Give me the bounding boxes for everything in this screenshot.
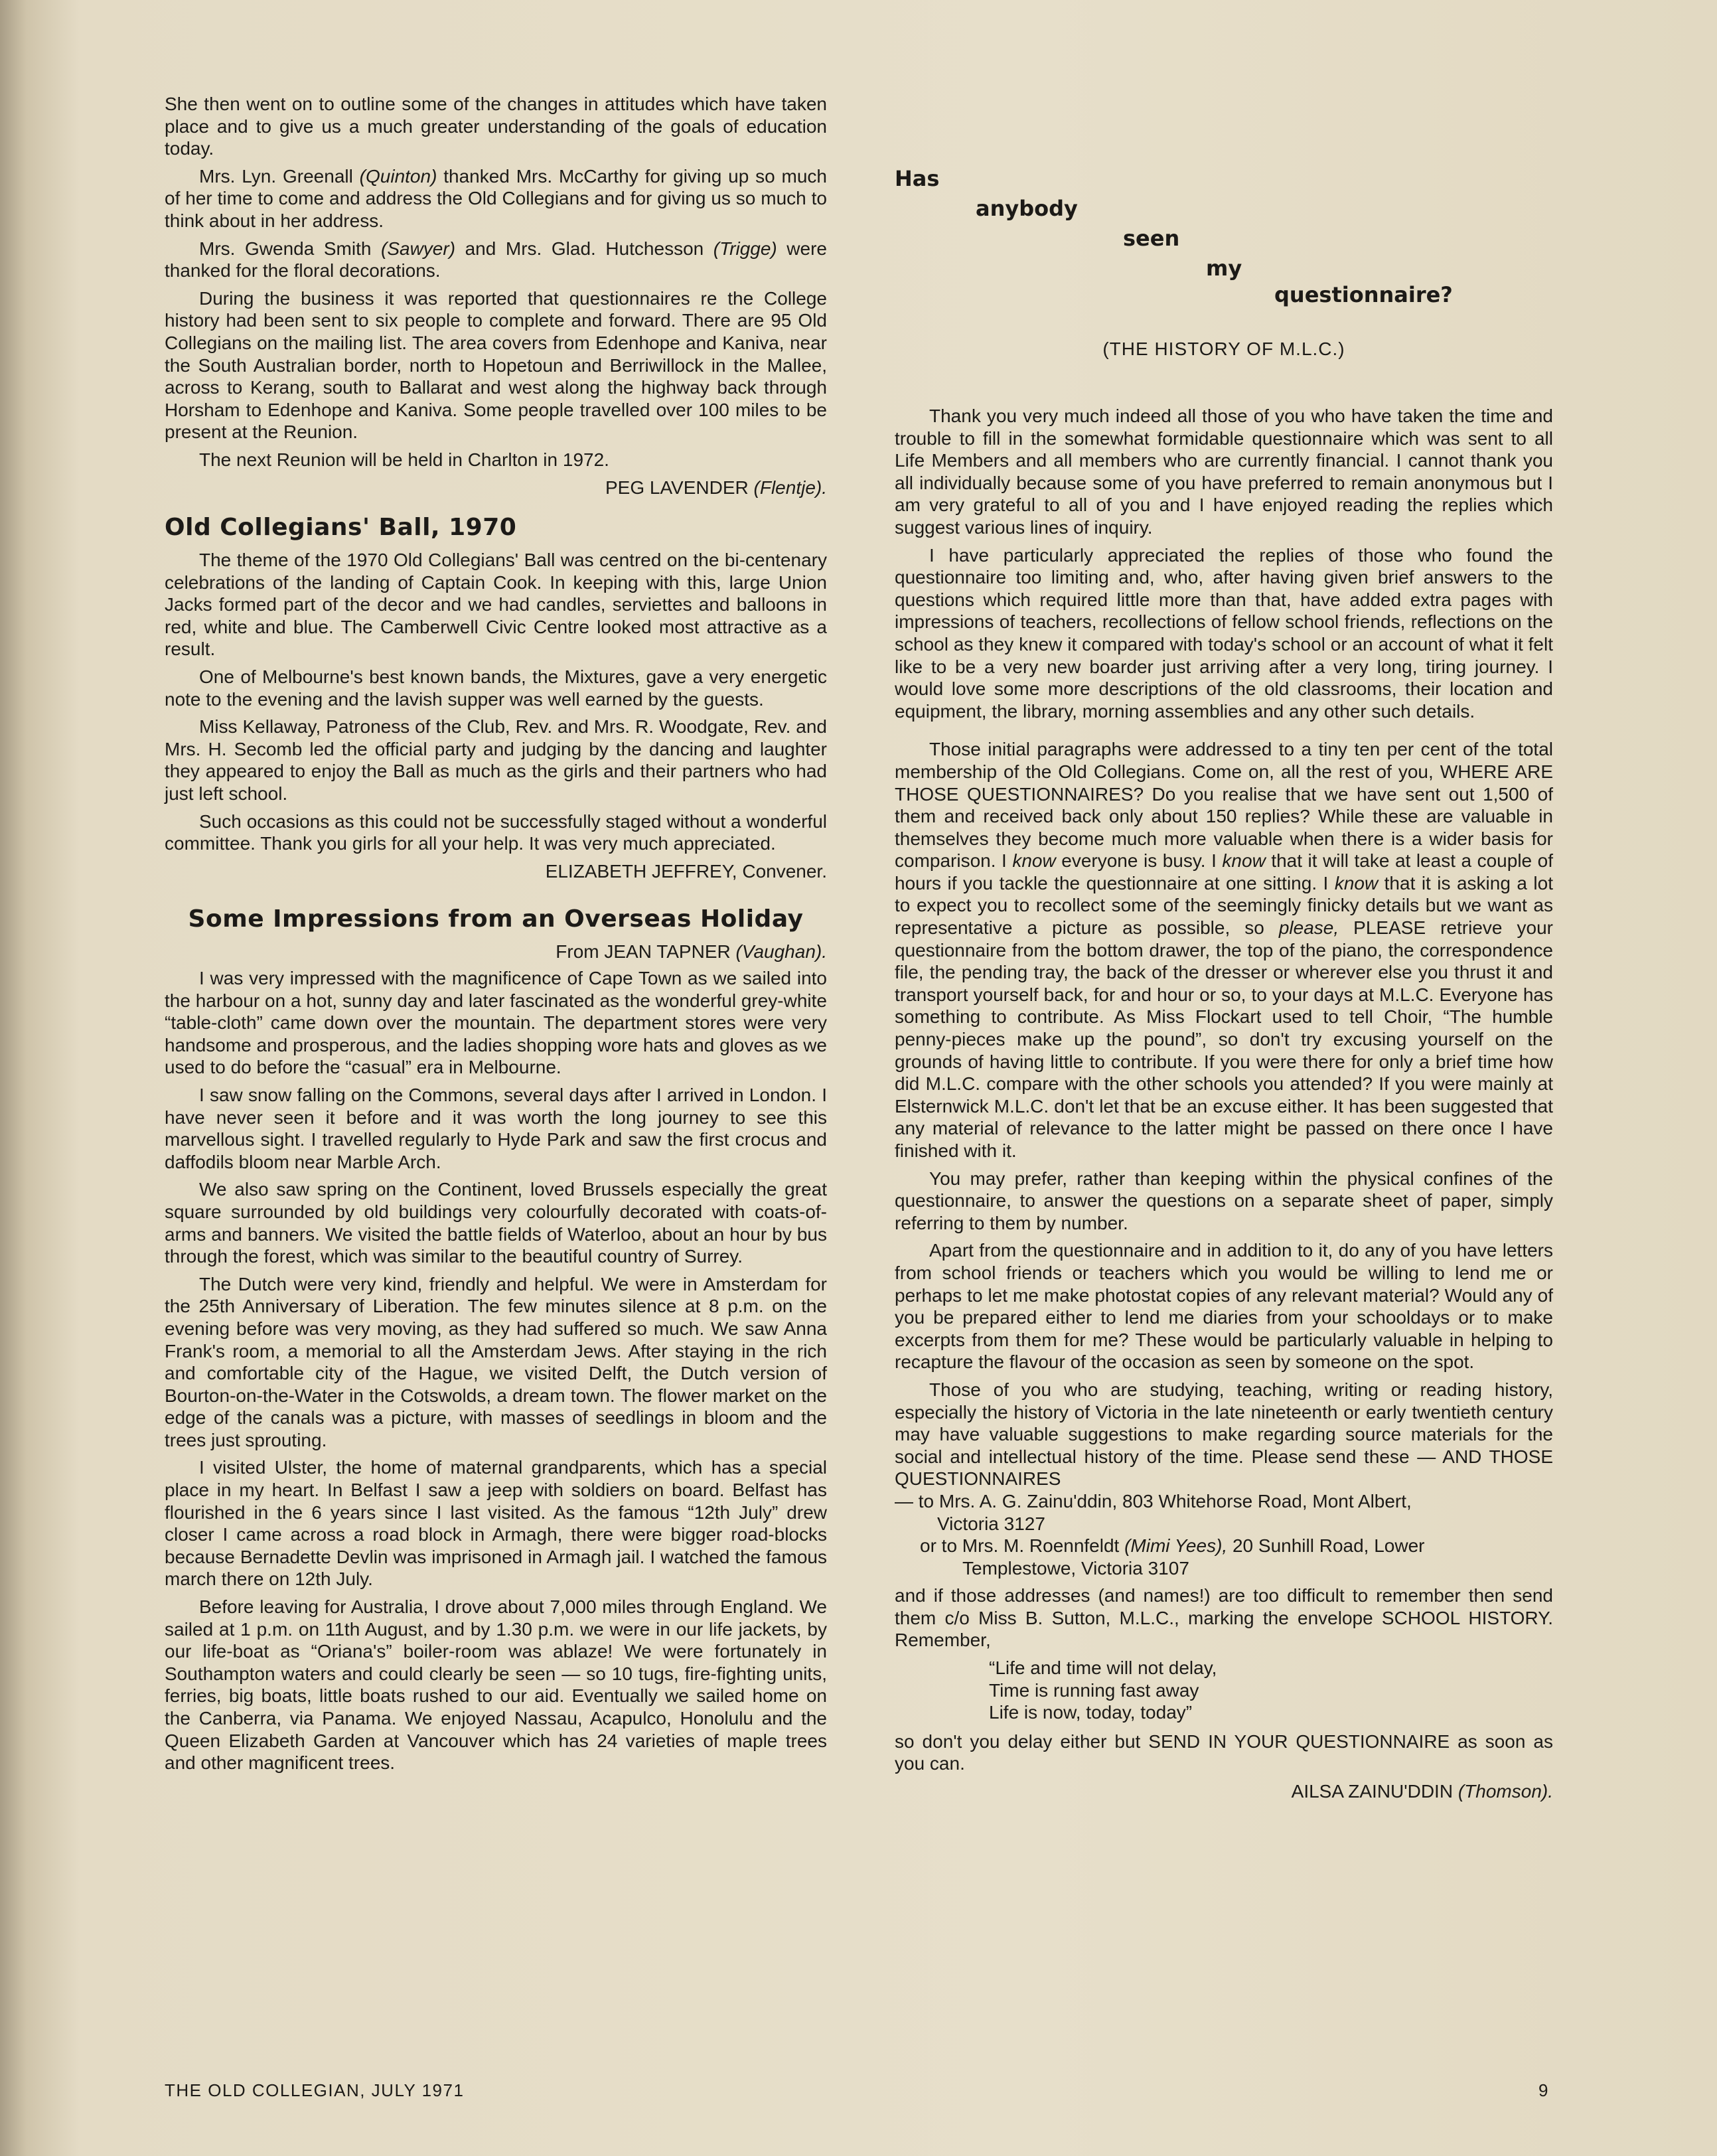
- paragraph: I saw snow falling on the Commons, several days after I arrived in London. I have never seen it before and it was worth the long journey to see this marvellous sight. I travelled regularly to Hyde Park and saw the first crocus and daffodils bloom near Marble Arch.: [165, 1084, 827, 1172]
- paragraph: Miss Kellaway, Patroness of the Club, Rev. and Mrs. R. Woodgate, Rev. and Mrs. H. Secomb led the official party and judging by the dancing and laughter they appeared to enjoy the Ball as much as the girls and their partners who had just left school.: [165, 716, 827, 805]
- paragraph: I visited Ulster, the home of maternal grandparents, which has a special place in my heart. In Belfast I saw a jeep with soldiers on board. Belfast has flourished in the 6 years since I last visited. As the famous “12th July” drew closer I came across a road block in Armagh, there were bigger road-blocks because Bernadette Devlin was imprisoned in Armagh jail. I watched the famous march there on 12th July.: [165, 1457, 827, 1590]
- title-word: questionnaire?: [1274, 282, 1453, 307]
- page-number: 9: [1538, 2080, 1549, 2100]
- poem-line: Life is now, today, today”: [989, 1702, 1193, 1723]
- paragraph: The Dutch were very kind, friendly and helpful. We were in Amsterdam for the 25th Anniversary of Liberation. The few minutes silence at 8 p.m. on the evening before was very moving, as they had suffered so much. We saw Anna Frank's room, a memorial to all the Amsterdam Jews. After staying in the rich and comfortable city of the Hague, we visited Delft, the Dutch version of Bourton-on-the-Water in the Cotswolds, a dream town. The flower market on the edge of the canals was a picture, with masses of seedlings in bloom and the trees just sprouting.: [165, 1273, 827, 1450]
- paragraph: One of Melbourne's best known bands, the Mixtures, gave a very energetic note to the evening and the lavish supper was well earned by the guests.: [165, 666, 827, 710]
- signature: ELIZABETH JEFFREY, Convener.: [545, 860, 827, 882]
- byline: From JEAN TAPNER (Vaughan).: [556, 941, 827, 963]
- title-word: seen: [1123, 226, 1180, 251]
- address: or to Mrs. M. Roennfeldt (Mimi Yees), 20 Sunhill Road, Lower Templestowe, Victoria 3107: [920, 1535, 1425, 1579]
- paragraph: Thank you very much indeed all those of you who have taken the time and trouble to fill in the somewhat formidable questionnaire which was sent to all Life Members and all members who are currently financial. I cannot thank you all individually because some of you have preferred to remain anonymous but I am very grateful to all of you and I have enjoyed reading the replies which suggest various lines of inquiry.: [895, 406, 1553, 538]
- paragraph: Mrs. Lyn. Greenall (Quinton) thanked Mrs. McCarthy for giving up so much of her time to come and address the Old Collegians and for giving us so much to think about in her address.: [165, 165, 827, 231]
- paragraph: so don't you delay either but SEND IN YOUR QUESTIONNAIRE as soon as you can.: [895, 1731, 1553, 1774]
- paragraph: Before leaving for Australia, I drove about 7,000 miles through England. We sailed at 1 p.m. on 11th August, and by 1.30 p.m. we were in our life jackets, by our life-boat as “Oriana's” boiler-room was ablaze! We were fortunately in Southampton waters and could clearly be seen — so 10 tugs, fire-fighting units, ferries, big boats, little boats rushed to our aid. Eventually we sailed home on the Canberra, via Panama. We enjoyed Nassau, Acapulco, Honolulu and the Queen Elizabeth Garden at Vancouver which has 24 varieties of maple trees and other magnificent trees.: [165, 1596, 827, 1774]
- paragraph: and if those addresses (and names!) are too difficult to remember then send them c/o Miss B. Sutton, M.L.C., marking the envelope SCHOOL HISTORY. Remember,: [895, 1585, 1553, 1651]
- section-heading-ball: Old Collegians' Ball, 1970: [165, 514, 517, 542]
- signature: PEG LAVENDER (Flentje).: [605, 477, 827, 498]
- paragraph: The next Reunion will be held in Charlton in 1972.: [199, 449, 609, 470]
- title-word: my: [1206, 256, 1242, 281]
- paragraph: Apart from the questionnaire and in addition to it, do any of you have letters from school friends or teachers which you would be willing to lend me or perhaps to let me make photostat copies of any relevant material? Would any of you be prepared either to lend me diaries from your schooldays or to make excerpts from them for me? These would be particularly valuable in helping to recapture the flavour of the occasion as seen by someone on the spot.: [895, 1240, 1553, 1373]
- paragraph: She then went on to outline some of the changes in attitudes which have taken place and to give us a much greater understanding of the goals of education today.: [165, 94, 827, 159]
- paragraph: Such occasions as this could not be successfully staged without a wonderful committee. Thank you girls for all your help. It was very much appreciated.: [165, 810, 827, 854]
- left-column: [165, 93, 827, 1780]
- poem-line: “Life and time will not delay,: [989, 1657, 1217, 1679]
- paragraph: I have particularly appreciated the replies of those who found the questionnaire too limiting and, who, after having given brief answers to the questions which required little more than that, have added extra pages with impressions of teachers, recollections of fellow school friends, reflections on the school as they knew it compared with today's school or an account of what it felt like to be a very new boarder just arriving after a very long, tiring journey. I would love some more descriptions of the old classrooms, their location and equipment, the library, morning assemblies and any other such details.: [895, 544, 1553, 722]
- paragraph: The theme of the 1970 Old Collegians' Ball was centred on the bi-centenary celebrations of the landing of Captain Cook. In keeping with this, large Union Jacks formed part of the decor and we had candles, serviettes and balloons in red, white and blue. The Camberwell Civic Centre looked most attractive as a result.: [165, 550, 827, 660]
- paragraph: We also saw spring on the Continent, loved Brussels especially the great square surrounded by old buildings very colourfully decorated with coats-of-arms and banners. We visited the battle fields of Waterloo, about an hour by bus through the forest, which was similar to the beautiful country of Surrey.: [165, 1179, 827, 1267]
- paragraph: Mrs. Gwenda Smith (Sawyer) and Mrs. Glad. Hutchesson (Trigge) were thanked for the floral decorations.: [165, 238, 827, 281]
- signature: AILSA ZAINU'DDIN (Thomson).: [1291, 1781, 1553, 1802]
- section-heading-impressions: Some Impressions from an Overseas Holiday: [188, 905, 804, 933]
- title-word: anybody: [976, 196, 1078, 221]
- paragraph: I was very impressed with the magnificence of Cape Town as we sailed into the harbour on a hot, sunny day and later fascinated as the wonderful grey-white “table-cloth” came down over the mountain. The department stores were very handsome and prosperous, and the ladies shopping wore hats and gloves as we used to do before the “casual” era in Melbourne.: [165, 968, 827, 1078]
- paragraph: You may prefer, rather than keeping within the physical confines of the questionnaire, to answer the questions on a separate sheet of paper, simply referring to them by number.: [895, 1168, 1553, 1233]
- footer-publication: THE OLD COLLEGIAN, JULY 1971: [165, 2080, 465, 2100]
- paragraph: Those initial paragraphs were addressed to a tiny ten per cent of the total membership of the Old Collegians. Come on, all the rest of you, WHERE ARE THOSE QUESTIONNAIRES? Do you realise that we have sent out 1,500 of them and received back only about 150 replies? While these are valuable in themselves they become much more valuable when there is a wider basis for comparison. I know everyone is busy. I know that it will take at least a couple of hours if you tackle the questionnaire at one sitting. I know that it is asking a lot to expect you to recollect some of the seemingly finicky details but we want as representative a picture as possible, so please, PLEASE retrieve your questionnaire from the bottom drawer, the top of the piano, the correspondence file, the pending tray, the back of the dresser or wherever else you thrust it and transport yourself back, for and hour or so, to your days at M.L.C. Everyone has something to contribute. As Miss Flockart used to tell Choir, “The humble penny-pieces make up the pound”, so don't try excusing yourself on the grounds of having little to contribute. If you were there for only a brief time how did M.L.C. compare with the other schools you attended? If you were mainly at Elsternwick M.L.C. don't let that be an excuse either. It has been suggested that any material of relevance to the latter might be passed on there once I have finished with it.: [895, 739, 1553, 1161]
- paragraph: Those of you who are studying, teaching, writing or reading history, especially the history of Victoria in the late nineteenth or early twentieth century may have valuable suggestions to make regarding source materials for the social and intellectual history of the time. Please send these — AND THOSE QUESTIONNAIRES: [895, 1379, 1553, 1490]
- paragraph: During the business it was reported that questionnaires re the College history had been sent to six people to complete and forward. There are 95 Old Collegians on the mailing list. The area covers from Edenhope and Kaniva, near the South Australian border, north to Hopetoun and Berriwillock in the Mallee, across to Kerang, south to Ballarat and west along the highway back through Horsham to Edenhope and Kaniva. Some people travelled over 100 miles to be present at the Reunion.: [165, 287, 827, 443]
- address: — to Mrs. A. G. Zainu'ddin, 803 Whitehorse Road, Mont Albert, Victoria 3127: [895, 1490, 1412, 1534]
- poem: [895, 1657, 1553, 1724]
- subheading: (THE HISTORY OF M.L.C.): [1102, 339, 1345, 359]
- poem-line: Time is running fast away: [989, 1679, 1199, 1701]
- title-word: Has: [895, 166, 940, 191]
- right-column: [895, 405, 1553, 1807]
